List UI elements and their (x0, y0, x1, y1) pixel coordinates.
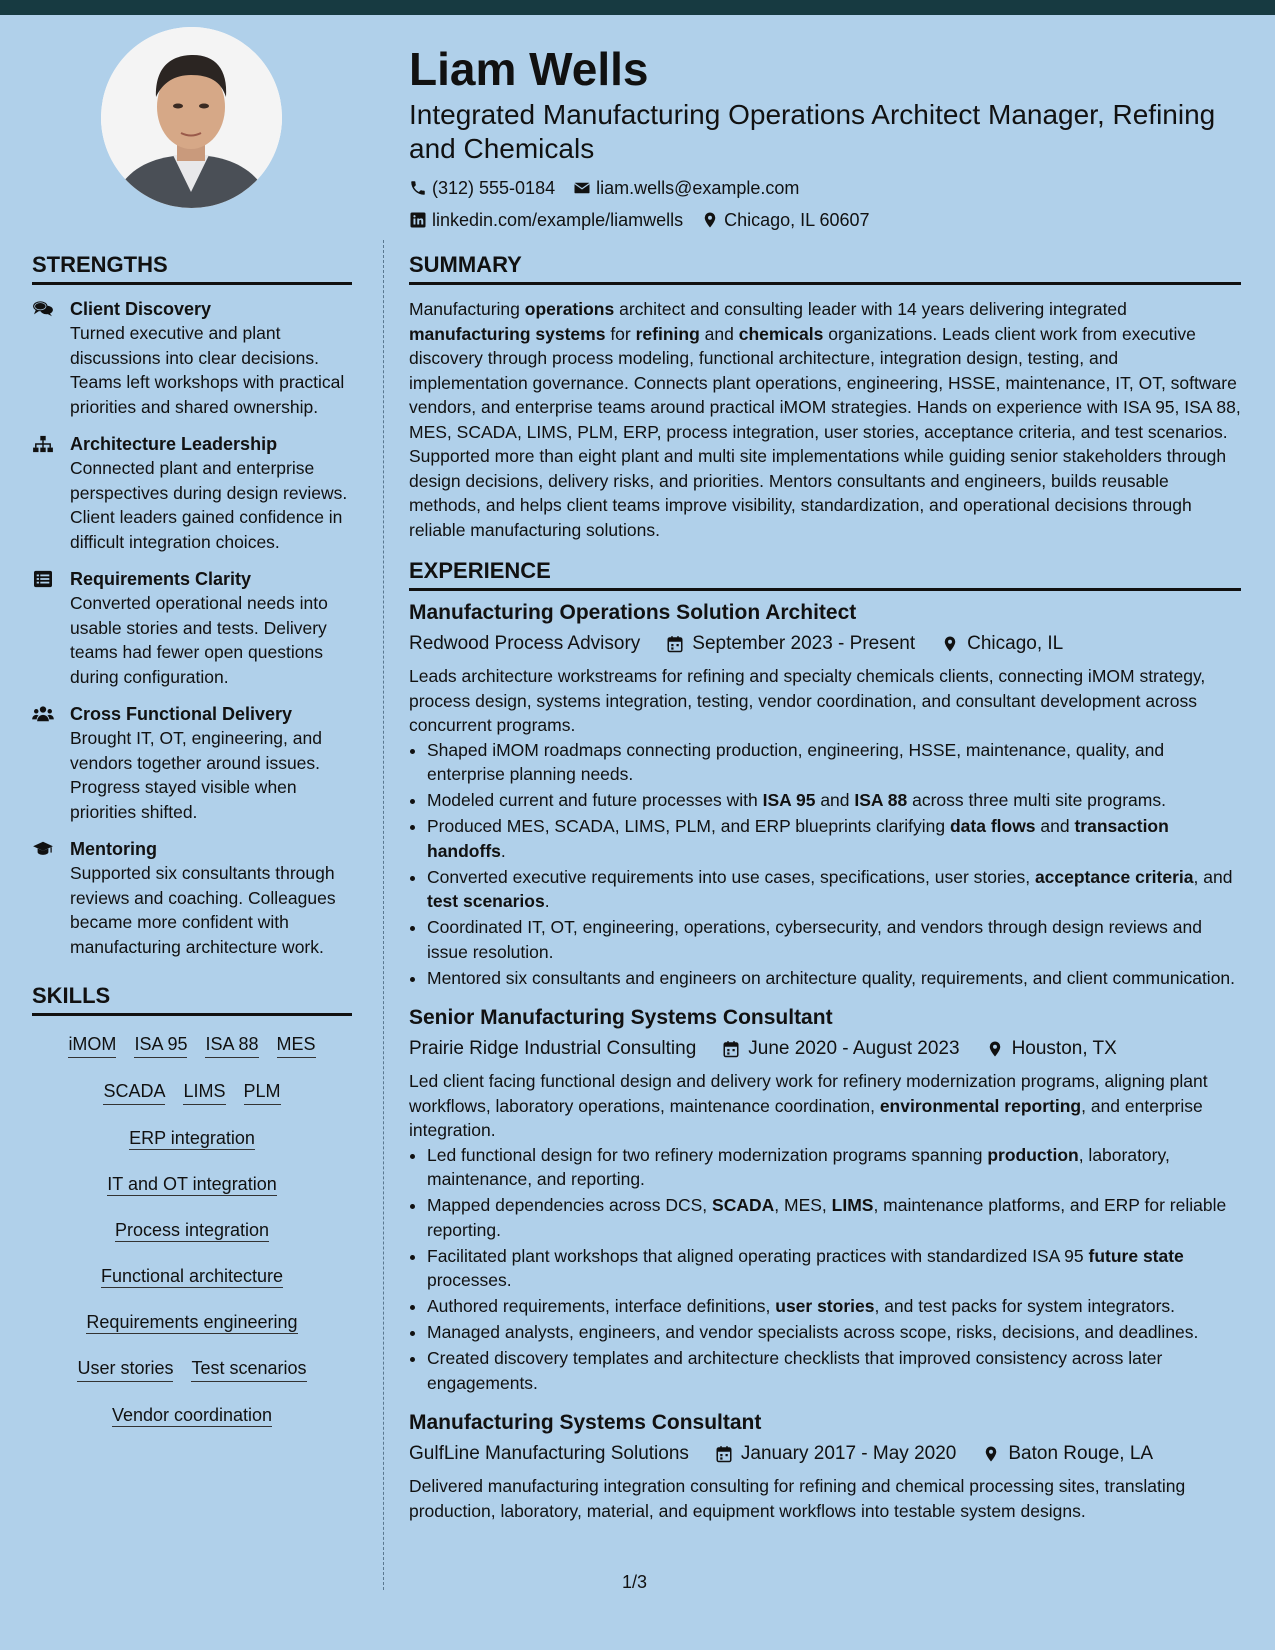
email-text: liam.wells@example.com (596, 178, 800, 198)
summary-heading: SUMMARY (409, 250, 1241, 285)
contact-row-2 (409, 204, 1249, 236)
job-company: GulfLine Manufacturing Solutions (409, 1443, 689, 1464)
skill-tag: PLM (244, 1079, 281, 1105)
strength-item (32, 567, 352, 689)
skill-tag: Vendor coordination (111, 1405, 273, 1425)
column-divider (383, 240, 384, 1590)
comments-icon (32, 297, 58, 419)
job-entry (409, 1004, 1241, 1395)
candidate-name: Liam Wells (409, 43, 649, 95)
experience-heading: EXPERIENCE (409, 556, 1241, 591)
strength-desc: Turned executive and plant discussions into clear decisions. Teams left workshops with practical priorities and shared ownership. (70, 323, 345, 417)
job-bullet: • Converted executive requirements into use cases, specifications, user stories, acceptance criteria, and test scenarios. (427, 865, 1241, 914)
job-description: Leads architecture workstreams for refining and specialty chemicals clients, connecting iMOM strategy, process design, systems integration, testing, vendor coordination, and consultant development across concurrent programs. (409, 666, 1206, 735)
job-bullet: • Coordinated IT, OT, engineering, operations, cybersecurity, and vendors through design reviews and issue resolution. (427, 915, 1241, 964)
users-icon (32, 702, 58, 824)
job-title: Senior Manufacturing Systems Consultant (409, 1006, 833, 1029)
job-bullet: • Authored requirements, interface definitions, user stories, and test packs for system integrators. (427, 1294, 1241, 1319)
page-number: 1/3 (622, 1572, 648, 1592)
job-location: Houston, TX (1011, 1038, 1117, 1059)
job-bullet: • Facilitated plant workshops that aligned operating practices with standardized ISA 95 future state processes. (427, 1244, 1241, 1293)
strength-item (32, 837, 352, 959)
skill-tag: ISA 88 (205, 1032, 258, 1058)
phone-text: (312) 555-0184 (432, 178, 556, 198)
job-dates: January 2017 - May 2020 (740, 1443, 957, 1464)
skill-tag: ERP integration (129, 1128, 255, 1148)
job-bullet: • Led functional design for two refinery modernization programs spanning production, laboratory, maintenance, and reporting. (427, 1143, 1241, 1192)
skill-tag: Process integration (114, 1220, 270, 1240)
strength-item (32, 702, 352, 824)
strength-title: Architecture Leadership (70, 434, 278, 454)
job-title: Manufacturing Systems Consultant (409, 1411, 762, 1434)
skill-tag: Functional architecture (100, 1266, 284, 1286)
envelope-icon (573, 179, 591, 197)
skill-row-wrap (44, 1264, 340, 1289)
job-bullets (409, 1143, 1241, 1396)
list-alt-icon (32, 567, 58, 689)
strength-title: Requirements Clarity (70, 569, 252, 589)
skills-list (32, 1032, 352, 1449)
strength-desc: Brought IT, OT, engineering, and vendors together around issues. Progress stayed visible when priorities shifted. (70, 728, 322, 822)
linkedin-text: linkedin.com/example/liamwells (432, 210, 684, 230)
calendar-icon (666, 635, 684, 653)
skill-row-wrap (44, 1310, 340, 1335)
location-contact (701, 204, 869, 236)
job-meta (409, 1440, 1241, 1468)
map-pin-icon (986, 1040, 1004, 1058)
strength-desc: Converted operational needs into usable stories and tests. Delivery teams had fewer open questions during configuration. (70, 593, 328, 687)
skill-row-wrap (44, 1172, 340, 1197)
job-title: Manufacturing Operations Solution Architect (409, 601, 857, 624)
job-description: Delivered manufacturing integration consulting for refining and chemical processing sites, translating production, laboratory, material, and equipment workflows into testable system designs. (409, 1476, 1186, 1521)
job-location: Chicago, IL (967, 633, 1064, 654)
linkedin-icon (409, 211, 427, 229)
strength-item (32, 432, 352, 554)
contact-row-1 (409, 172, 1249, 204)
skill-tag: User stories (77, 1356, 173, 1382)
candidate-title: Integrated Manufacturing Operations Architect Manager, Refining and Chemicals (409, 99, 1216, 164)
skills-heading: SKILLS (32, 981, 352, 1016)
job-meta (409, 1035, 1241, 1063)
job-company: Prairie Ridge Industrial Consulting (409, 1038, 697, 1059)
sitemap-icon (32, 432, 58, 554)
skill-tag: LIMS (183, 1079, 225, 1105)
right-column (409, 250, 1241, 1523)
job-dates: June 2020 - August 2023 (748, 1038, 960, 1059)
strength-title: Mentoring (70, 839, 157, 859)
skill-row-wrap (44, 1218, 340, 1243)
skill-tag: Test scenarios (191, 1356, 306, 1382)
job-bullet: • Created discovery templates and architecture checklists that improved consistency across later engagements. (427, 1346, 1241, 1395)
job-company: Redwood Process Advisory (409, 633, 641, 654)
skill-tag: iMOM (68, 1032, 116, 1058)
job-entry (409, 1409, 1241, 1523)
map-pin-icon (701, 211, 719, 229)
skill-tag: Requirements engineering (86, 1312, 298, 1332)
skill-tag: ISA 95 (134, 1032, 187, 1058)
job-bullet: • Shaped iMOM roadmaps connecting production, engineering, HSSE, maintenance, quality, and enterprise planning needs. (427, 738, 1241, 787)
skill-tag: MES (277, 1032, 316, 1058)
graduation-cap-icon (32, 837, 58, 959)
header (409, 42, 1249, 236)
job-location: Baton Rouge, LA (1008, 1443, 1154, 1464)
job-entry (409, 599, 1241, 990)
email-contact[interactable] (573, 172, 799, 204)
location-text: Chicago, IL 60607 (724, 210, 870, 230)
top-bar (0, 0, 1275, 15)
strength-desc: Supported six consultants through reviews and coaching. Colleagues became more confident with manufacturing architecture work. (70, 863, 336, 957)
job-bullet: • Managed analysts, engineers, and vendor specialists across scope, risks, decisions, and deadlines. (427, 1320, 1241, 1345)
job-meta (409, 630, 1241, 658)
strength-title: Client Discovery (70, 299, 212, 319)
job-bullet: • Modeled current and future processes with ISA 95 and ISA 88 across three multi site programs. (427, 788, 1241, 813)
map-pin-icon (941, 635, 959, 653)
profile-photo (101, 27, 282, 208)
left-column (32, 250, 352, 1449)
strength-item (32, 297, 352, 419)
skill-row-wrap (44, 1126, 340, 1151)
job-dates: September 2023 - Present (692, 633, 916, 654)
skill-tag: SCADA (103, 1079, 165, 1105)
map-pin-icon (982, 1445, 1000, 1463)
skill-tag: IT and OT integration (107, 1174, 277, 1194)
strength-title: Cross Functional Delivery (70, 704, 293, 724)
job-bullets (409, 738, 1241, 991)
skill-row-wrap (44, 1403, 340, 1428)
strength-desc: Connected plant and enterprise perspectives during design reviews. Client leaders gained confidence in difficult integration choices. (70, 458, 348, 552)
phone-icon (409, 179, 427, 197)
job-bullet: • Mentored six consultants and engineers on architecture quality, requirements, and client communication. (427, 966, 1241, 991)
summary-text: Manufacturing operations architect and consulting leader with 14 years delivering integrated manufacturing systems for refining and chemicals organizations. Leads client work from executive discovery through process modeling, functional architecture, integration design, testing, and implementation governance. Connects plant operations, engineering, HSSE, maintenance, IT, OT, software vendors, and enterprise teams around practical iMOM strategies. Hands on experience with ISA 95, ISA 88, MES, SCADA, LIMS, PLM, ERP, process integration, user stories, acceptance criteria, and test scenarios. Supported more than eight plant and multi site implementations while guiding senior stakeholders through design decisions, delivery risks, and priorities. Mentors consultants and engineers, builds reusable methods, and helps client teams improve visibility, standardization, and operational decisions through reliable manufacturing solutions. (409, 299, 1241, 540)
linkedin-contact[interactable] (409, 204, 683, 236)
job-description: Led client facing functional design and delivery work for refinery modernization programs, aligning plant workflows, laboratory operations, maintenance coordination, environmental reporting, and enterprise integration. (409, 1071, 1208, 1140)
job-bullet: • Produced MES, SCADA, LIMS, PLM, and ERP blueprints clarifying data flows and transaction handoffs. (427, 814, 1241, 863)
calendar-icon (722, 1040, 740, 1058)
phone-contact[interactable] (409, 172, 555, 204)
calendar-icon (715, 1445, 733, 1463)
strengths-heading: STRENGTHS (32, 250, 352, 285)
job-bullet: • Mapped dependencies across DCS, SCADA, MES, LIMS, maintenance platforms, and ERP for reliable reporting. (427, 1193, 1241, 1242)
